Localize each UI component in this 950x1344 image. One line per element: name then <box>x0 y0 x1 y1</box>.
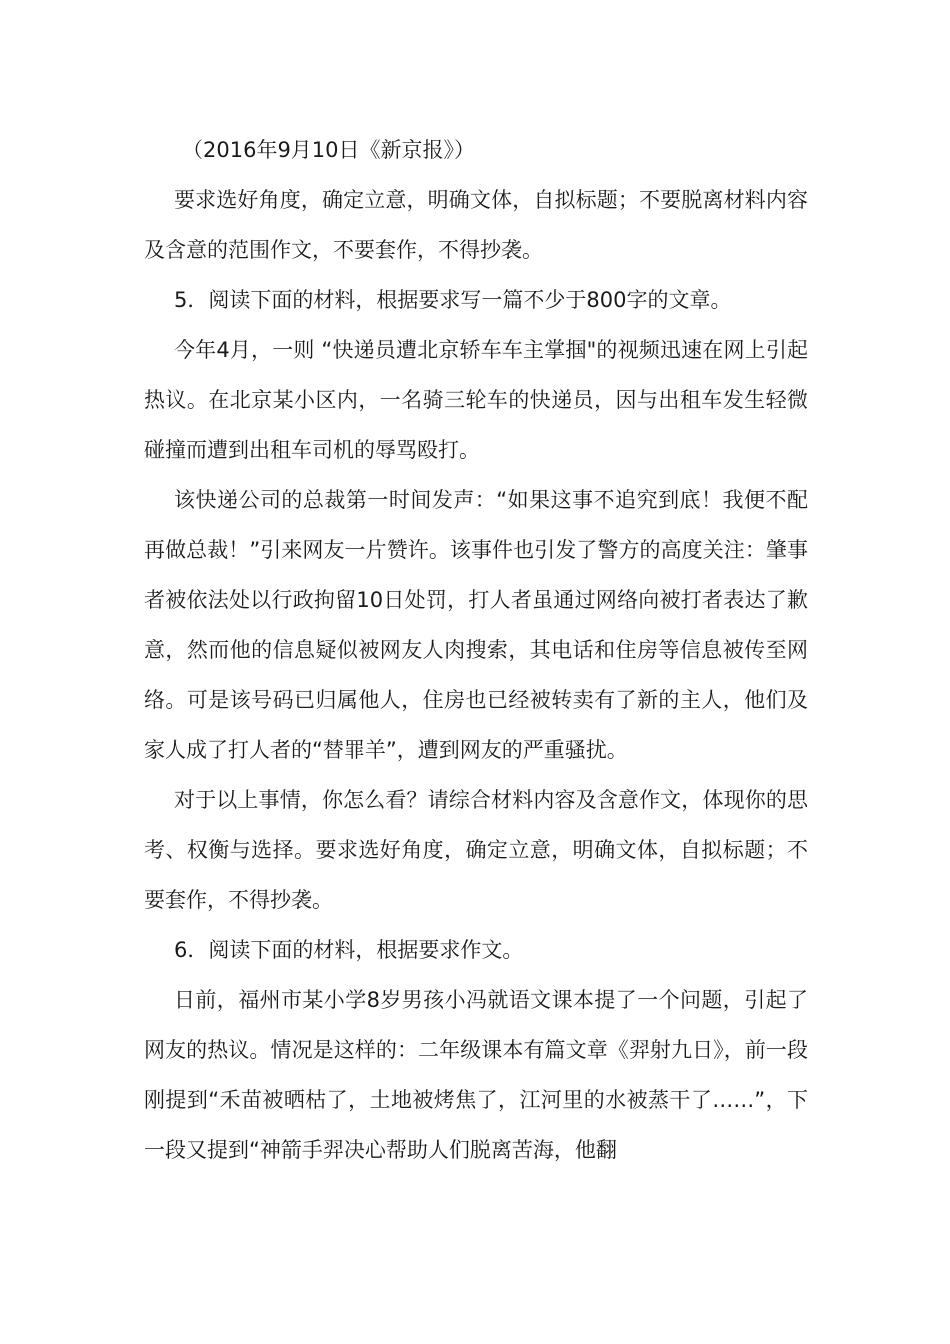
document-page <box>144 125 808 1175</box>
question-5-requirements: 对于以上事情，你怎么看？请综合材料内容及含意作文，体现你的思考、权衡与选择。要求选好角度，确定立意，明确文体，自拟标题；不要套作，不得抄袭。 <box>144 788 808 912</box>
material-paragraph-textbook-question: 日前，福州市某小学8岁男孩小冯就语文课本提了一个问题，引起了网友的热议。情况是这样的：二年级课本有篇文章《羿射九日》，前一段刚提到“禾苗被晒枯了，土地被烤焦了，江河里的水被蒸干了……”，下一段又提到“神箭手羿决心帮助人们脱离苦海，他翻 <box>144 988 808 1162</box>
material-paragraph-company-response: 该快递公司的总裁第一时间发声：“如果这事不追究到底！我便不配再做总裁！”引来网友一片赞许。该事件也引发了警方的高度关注：肇事者被依法处以行政拘留10日处罚，打人者虽通过网络向被打者表达了歉意，然而他的信息疑似被网友人肉搜索，其电话和住房等信息被传至网络。可是该号码已归属他人，住房也已经被转卖有了新的主人，他们及家人成了打人者的“替罪羊”，遭到网友的严重骚扰。 <box>144 488 808 762</box>
question-5-heading: 5．阅读下面的材料，根据要求写一篇不少于800字的文章。 <box>174 288 732 312</box>
source-citation: （2016年9月10日《新京报》） <box>182 138 476 162</box>
material-paragraph-courier-incident: 今年4月，一则 “快递员遭北京轿车车主掌掴"的视频迅速在网上引起热议。在北京某小区内，一名骑三轮车的快递员，因与出租车发生轻微碰撞而遭到出租车司机的辱骂殴打。 <box>144 338 808 462</box>
question-6-heading: 6．阅读下面的材料，根据要求作文。 <box>174 938 524 962</box>
writing-requirements-paragraph: 要求选好角度，确定立意，明确文体，自拟标题；不要脱离材料内容及含意的范围作文，不要套作，不得抄袭。 <box>144 188 808 262</box>
